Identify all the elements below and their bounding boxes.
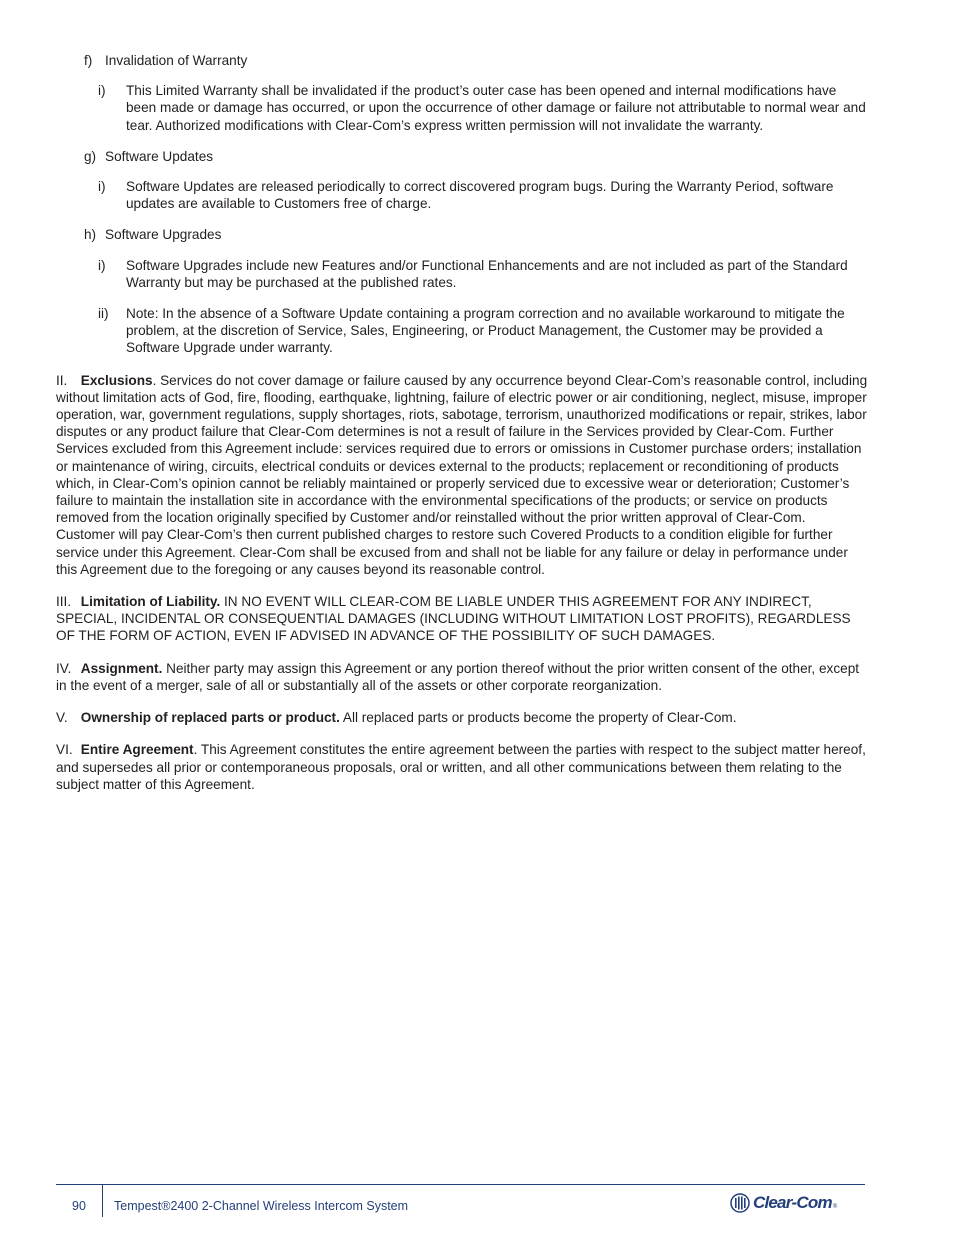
list-item: i) This Limited Warranty shall be invalidated if the product’s outer case has been opened and internal modifications have been made or damage has occurred, or upon the occurrence of other damage or failure not attributable to normal wear and tear. Authorized modifications with Clear-Com’s express written permission will not invalidate the warranty. — [98, 83, 866, 133]
footer-divider — [102, 1185, 103, 1217]
clear-com-logo — [730, 1191, 837, 1215]
section-ownership: V. Ownership of replaced parts or product. All replaced parts or products become the property of Clear-Com. — [56, 710, 737, 726]
section-assignment: IV. Assignment. Neither party may assign this Agreement or any portion thereof without the prior written consent of the other, except in the event of a merger, sale of all or substantially all of the assets or other corporate reorganization. — [56, 660, 860, 693]
clear-com-logo-icon — [730, 1193, 750, 1213]
section-limitation-of-liability: III. Limitation of Liability. IN NO EVENT WILL CLEAR-COM BE LIABLE UNDER THIS AGREEMENT FOR ANY INDIRECT, SPECIAL, INCIDENTAL OR CONSEQUENTIAL DAMAGES (INCLUDING WITHOUT LIMITATION LOST PROFITS), REGARDLESS OF THE FORM OF ACTION, EVEN IF ADVISED IN ADVANCE OF THE POSSIBILITY OF SUCH DAMAGES. — [56, 594, 851, 644]
section-entire-agreement: VI. Entire Agreement. This Agreement constitutes the entire agreement between the parties with respect to the subject matter hereof, and supersedes all prior or contemporaneous proposals, oral or written, and all other communications between them relating to the subject matter of this Agreement. — [56, 742, 866, 792]
clear-com-logo-text: Clear-Com — [753, 1193, 832, 1212]
footer-rule — [56, 1184, 865, 1185]
registered-mark: ® — [832, 1204, 838, 1210]
document-body — [56, 52, 868, 808]
page-number: 90 — [72, 1199, 86, 1213]
list-item: i) Software Upgrades include new Features and/or Functional Enhancements and are not included as part of the Standard Warranty but may be purchased at the published rates. — [98, 257, 848, 290]
subheading-software-updates: g) Software Updates — [84, 148, 214, 164]
list-item: i) Software Updates are released periodically to correct discovered program bugs. During the Warranty Period, software updates are available to Customers free of charge. — [98, 179, 834, 212]
subheading-invalidation: f) Invalidation of Warranty — [84, 53, 248, 68]
list-item: ii) Note: In the absence of a Software Update containing a program correction and no available workaround to mitigate the problem, at the discretion of Service, Sales, Engineering, or Product Management, the Customer may be provided a Software Upgrade under warranty. — [98, 306, 845, 356]
footer-doc-title: Tempest®2400 2-Channel Wireless Intercom System — [114, 1199, 409, 1213]
section-exclusions: II. Exclusions. Services do not cover damage or failure caused by any occurrence beyond Clear-Com’s reasonable control, including without limitation acts of God, fire, flooding, earthquake, lightning, failure of electric power or air conditioning, neglect, misuse, improper operation, war, government regulations, supply shortages, riots, sabotage, terrorism, unauthorized modifications or repair, strikes, labor disputes or any product failure that Clear-Com determines is not a result of failure in the Services provided by Clear-Com. Further Services excluded from this Agreement include: services required due to errors or omissions in Customer purchase orders; installation or maintenance of wiring, circuits, electrical conduits or devices external to the products; replacement or reconditioning of products which, in Clear-Com’s opinion cannot be reliably maintained or properly serviced due to excessive wear or deterioration; Customer’s failure to maintain the installation site in accordance with the environmental specifications of the products; or service on products removed from the location originally specified by Customer and/or reinstalled without the prior written approval of Clear-Com. Customer will pay Clear-Com’s then current published charges to restore such Covered Products to a condition eligible for further service under this Agreement. Clear-Com shall be excused from and shall not be liable for any failure or delay in performance under this Agreement due to the foregoing or any causes beyond its reasonable control. — [56, 372, 868, 577]
subheading-software-upgrades: h) Software Upgrades — [84, 227, 222, 243]
